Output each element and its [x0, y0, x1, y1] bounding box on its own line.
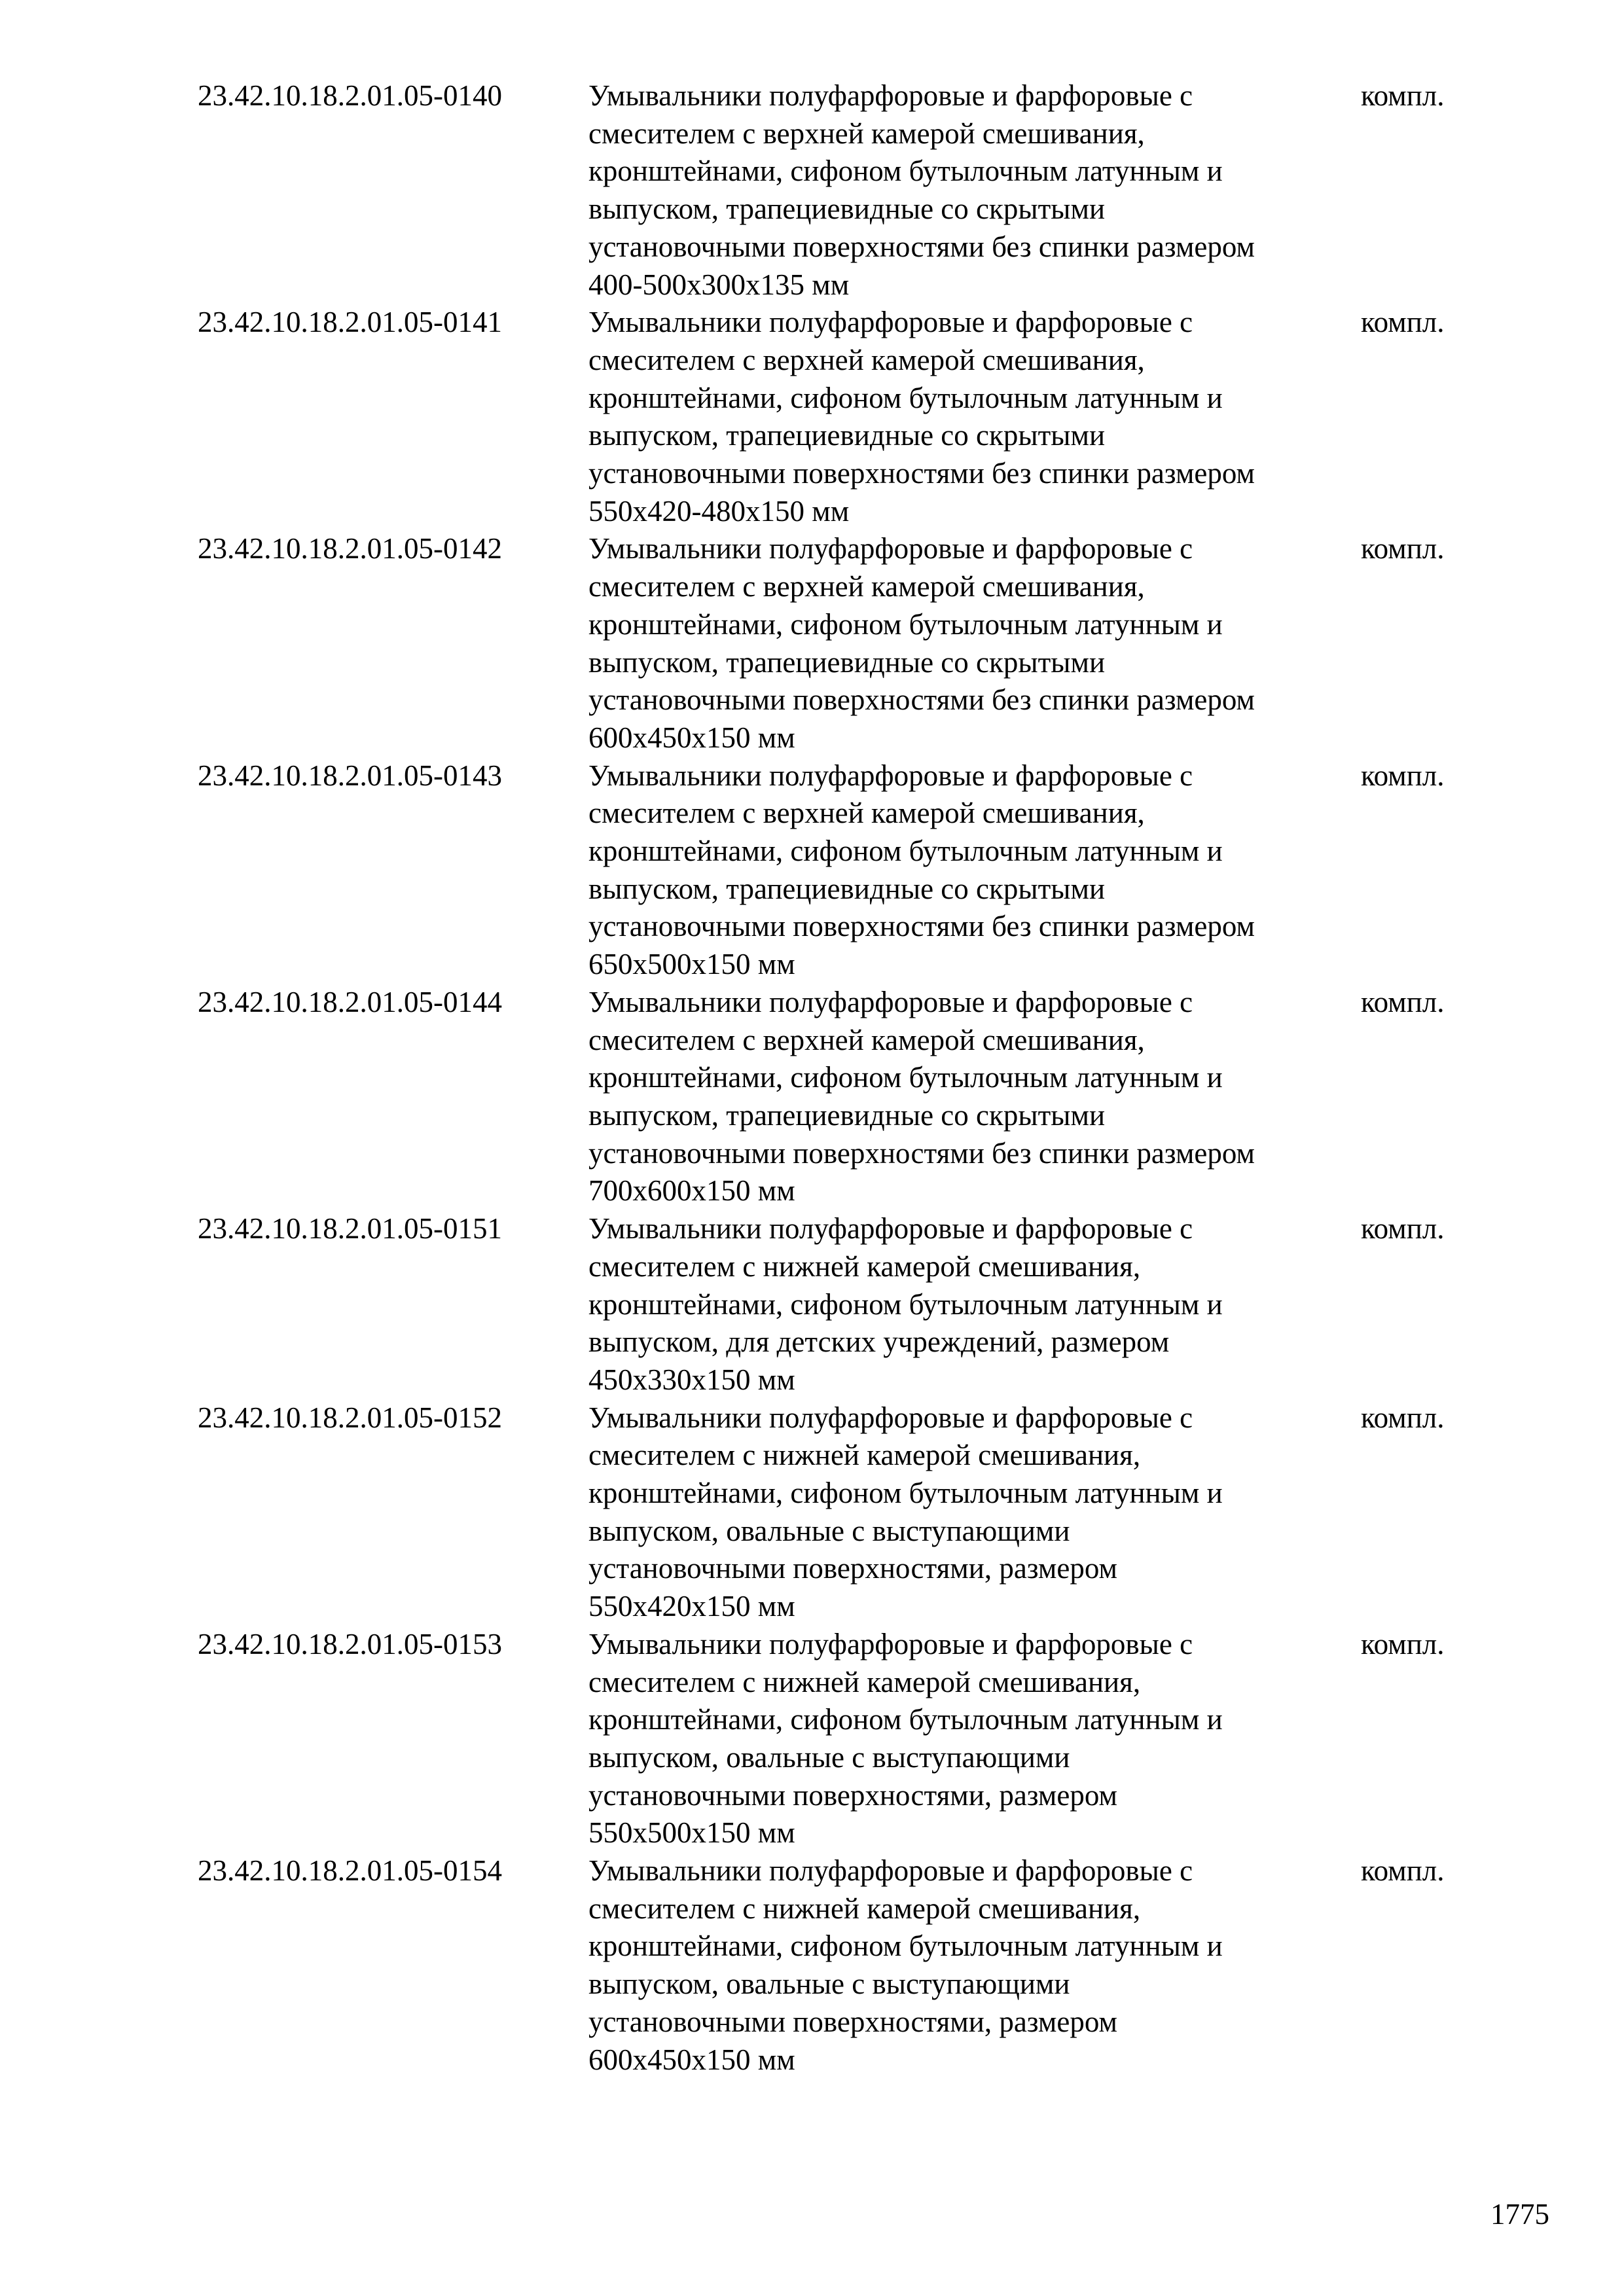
table-row: [198, 1399, 1507, 1626]
resource-code: 23.42.10.18.2.01.05-0154: [198, 1854, 502, 1888]
resource-unit: компл.: [1361, 1627, 1445, 1660]
resource-code: 23.42.10.18.2.01.05-0140: [198, 79, 502, 112]
resource-unit: компл.: [1361, 306, 1445, 339]
resource-table: [198, 77, 1507, 2079]
resource-code: 23.42.10.18.2.01.05-0142: [198, 532, 502, 565]
resource-description: Умывальники полуфарфоровые и фарфоровые с смесителем с верхней камерой смешивания, кронштейнами, сифоном бутылочным латунным и выпуском, трапециевидные со скрытыми установочными поверхностями без спинки размером 700x600x150 мм: [588, 985, 1255, 1208]
table-row: [198, 984, 1507, 1210]
table-row: [198, 1852, 1507, 2079]
resource-description: Умывальники полуфарфоровые и фарфоровые с смесителем с верхней камерой смешивания, кронштейнами, сифоном бутылочным латунным и выпуском, трапециевидные со скрытыми установочными поверхностями без спинки размером 400-500x300x135 мм: [588, 79, 1255, 301]
resource-code: 23.42.10.18.2.01.05-0151: [198, 1212, 502, 1246]
page-number: 1775: [1490, 2198, 1549, 2231]
resource-unit: компл.: [1361, 1212, 1445, 1246]
table-row: [198, 757, 1507, 984]
table-row: [198, 304, 1507, 530]
table-row: [198, 1626, 1507, 1852]
resource-unit: компл.: [1361, 759, 1445, 792]
resource-code: 23.42.10.18.2.01.05-0144: [198, 985, 502, 1018]
resource-code: 23.42.10.18.2.01.05-0141: [198, 306, 502, 339]
table-row: [198, 1210, 1507, 1399]
resource-unit: компл.: [1361, 1854, 1445, 1888]
resource-unit: компл.: [1361, 79, 1445, 112]
resource-description: Умывальники полуфарфоровые и фарфоровые с смесителем с нижней камерой смешивания, кронштейнами, сифоном бутылочным латунным и выпуском, овальные с выступающими установочными поверхностями, размером 600x450x150 мм: [588, 1854, 1223, 2076]
resource-code: 23.42.10.18.2.01.05-0152: [198, 1401, 502, 1434]
table-row: [198, 530, 1507, 757]
resource-unit: компл.: [1361, 1401, 1445, 1434]
resource-description: Умывальники полуфарфоровые и фарфоровые с смесителем с нижней камерой смешивания, кронштейнами, сифоном бутылочным латунным и выпуском, овальные с выступающими установочными поверхностями, размером 550x500x150 мм: [588, 1627, 1223, 1850]
resource-description: Умывальники полуфарфоровые и фарфоровые с смесителем с верхней камерой смешивания, кронштейнами, сифоном бутылочным латунным и выпуском, трапециевидные со скрытыми установочными поверхностями без спинки размером 550x420-480x150 мм: [588, 306, 1255, 528]
resource-description: Умывальники полуфарфоровые и фарфоровые с смесителем с верхней камерой смешивания, кронштейнами, сифоном бутылочным латунным и выпуском, трапециевидные со скрытыми установочными поверхностями без спинки размером 600x450x150 мм: [588, 532, 1255, 754]
resource-code: 23.42.10.18.2.01.05-0153: [198, 1627, 502, 1660]
table-row: [198, 77, 1507, 304]
resource-description: Умывальники полуфарфоровые и фарфоровые с смесителем с верхней камерой смешивания, кронштейнами, сифоном бутылочным латунным и выпуском, трапециевидные со скрытыми установочными поверхностями без спинки размером 650x500x150 мм: [588, 759, 1255, 981]
resource-unit: компл.: [1361, 532, 1445, 565]
resource-unit: компл.: [1361, 985, 1445, 1018]
resource-description: Умывальники полуфарфоровые и фарфоровые с смесителем с нижней камерой смешивания, кронштейнами, сифоном бутылочным латунным и выпуском, овальные с выступающими установочными поверхностями, размером 550x420x150 мм: [588, 1401, 1223, 1623]
resource-code: 23.42.10.18.2.01.05-0143: [198, 759, 502, 792]
resource-description: Умывальники полуфарфоровые и фарфоровые с смесителем с нижней камерой смешивания, кронштейнами, сифоном бутылочным латунным и выпуском, для детских учреждений, размером 450x330x150 мм: [588, 1212, 1223, 1396]
